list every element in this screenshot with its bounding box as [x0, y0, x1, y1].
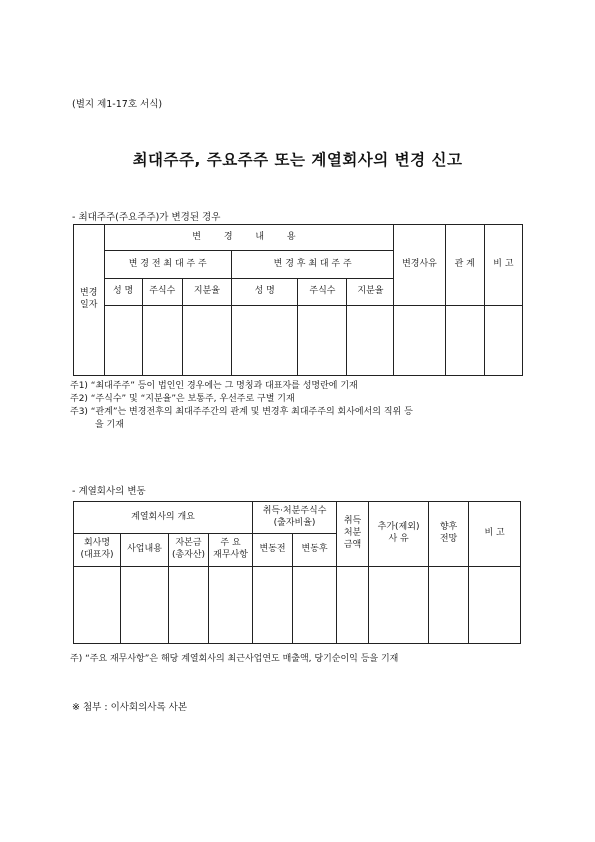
note-3-continued: 을 기재	[95, 420, 124, 430]
header-acquired-shares: 취득·처분주식수 (출자비율)	[253, 502, 337, 534]
section2-note	[70, 653, 398, 666]
cell[interactable]	[104, 306, 142, 376]
header-acquisition-amount: 취득 처분 금액	[337, 502, 369, 567]
cell[interactable]	[293, 567, 337, 644]
cell[interactable]	[298, 306, 347, 376]
section1-notes	[70, 380, 413, 432]
cell[interactable]	[121, 567, 169, 644]
cell[interactable]	[74, 567, 121, 644]
header-after-shares: 주식수	[298, 279, 347, 306]
cell[interactable]	[169, 567, 209, 644]
header-after-ratio: 지분율	[347, 279, 394, 306]
cell[interactable]	[142, 306, 182, 376]
page-title: 최대주주, 주요주주 또는 계열회사의 변경 신고	[132, 151, 463, 169]
note-1: 주1) “최대주주” 등이 법인인 경우에는 그 명칭과 대표자를 성명란에 기재	[70, 381, 358, 391]
cell[interactable]	[347, 306, 394, 376]
cell[interactable]	[484, 306, 522, 376]
header-before-ratio: 지분율	[182, 279, 231, 306]
affiliate-table	[73, 501, 521, 644]
note-3: 주3) “관계”는 변경전후의 최대주주간의 관계 및 변경후 최대주주의 회사에서의 직위 등	[70, 407, 413, 417]
header-capital: 자본금 (총자산)	[169, 534, 209, 567]
header-before-shares: 주식수	[142, 279, 182, 306]
header-change-date: 변경 일자	[74, 225, 105, 376]
cell[interactable]	[469, 567, 521, 644]
cell[interactable]	[445, 306, 484, 376]
cell[interactable]	[182, 306, 231, 376]
cell[interactable]	[369, 567, 429, 644]
header-remarks: 비 고	[469, 502, 521, 567]
header-addition-reason: 추가(제외) 사 유	[369, 502, 429, 567]
form-reference: (별지 제1-17호 서식)	[72, 99, 163, 110]
cell[interactable]	[231, 306, 297, 376]
header-after-name: 성 명	[231, 279, 297, 306]
major-shareholder-table	[73, 224, 523, 376]
note: 주) “주요 재무사항”은 해당 계열회사의 최근사업연도 매출액, 당기순이익 등을 기재	[70, 654, 399, 664]
section2-heading: - 계열회사의 변동	[72, 486, 146, 497]
header-before-change: 변동전	[253, 534, 293, 567]
cell[interactable]	[394, 306, 445, 376]
header-business: 사업내용	[121, 534, 169, 567]
cell[interactable]	[253, 567, 293, 644]
cell[interactable]	[429, 567, 469, 644]
table-row	[74, 306, 523, 376]
cell[interactable]	[209, 567, 253, 644]
attachment-note: ※ 첨부 : 이사회의사록 사본	[72, 702, 188, 713]
header-change-content: 변 경 내 용	[104, 225, 394, 251]
header-change-reason: 변경사유	[394, 225, 445, 306]
header-after-change: 변동후	[293, 534, 337, 567]
header-financials: 주 요 재무사항	[209, 534, 253, 567]
header-after-shareholder: 변 경 후 최 대 주 주	[231, 251, 393, 279]
cell[interactable]	[337, 567, 369, 644]
header-affiliate-overview: 계열회사의 개요	[74, 502, 253, 534]
header-before-name: 성 명	[104, 279, 142, 306]
header-relation: 관 계	[445, 225, 484, 306]
header-outlook: 향후 전망	[429, 502, 469, 567]
header-company-name: 회사명 (대표자)	[74, 534, 121, 567]
header-remarks: 비 고	[484, 225, 522, 306]
note-2: 주2) “주식수” 및 “지분율”은 보통주, 우선주로 구별 기재	[70, 394, 295, 404]
section1-heading: - 최대주주(주요주주)가 변경된 경우	[72, 212, 221, 223]
table-row	[74, 567, 521, 644]
header-before-shareholder: 변 경 전 최 대 주 주	[104, 251, 231, 279]
